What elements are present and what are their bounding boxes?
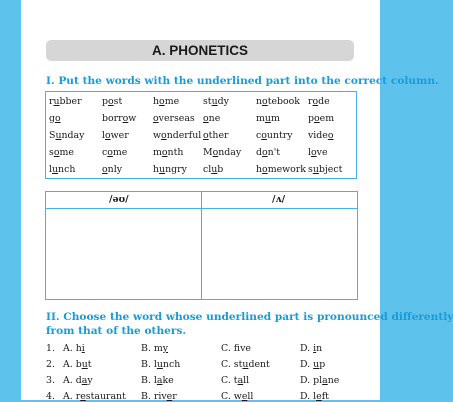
question-number: 4.: [46, 391, 55, 402]
option-prefix: A. r: [63, 391, 81, 402]
word-bank: [45, 91, 357, 179]
answer-option[interactable]: [141, 359, 180, 370]
option-underlined-letter: a: [237, 375, 244, 386]
word-underlined-letter: o: [105, 130, 111, 141]
option-suffix: ke: [162, 375, 174, 386]
answer-option[interactable]: [300, 391, 329, 402]
option-suffix: ne: [327, 375, 340, 386]
word-prefix: r: [308, 96, 313, 107]
word-underlined-letter: o: [262, 96, 268, 107]
word-bank-word: [102, 130, 129, 141]
word-underlined-letter: o: [262, 147, 268, 158]
word-underlined-letter: o: [311, 147, 317, 158]
part2-instruction-line1: II. Choose the word whose underlined part is pronounced differently: [46, 311, 453, 323]
word-underlined-letter: o: [122, 113, 129, 124]
word-suffix: tebook: [267, 96, 300, 107]
word-bank-word: [49, 96, 82, 107]
column-divider: [201, 192, 202, 299]
answer-option[interactable]: [221, 391, 253, 402]
word-bank-word: [203, 164, 223, 175]
word-underlined-letter: u: [312, 164, 319, 175]
answer-option[interactable]: [63, 375, 93, 386]
word-suffix: ve: [316, 147, 328, 158]
answer-option[interactable]: [63, 391, 126, 402]
word-bank-word: [203, 113, 220, 124]
word-prefix: l: [308, 147, 311, 158]
option-suffix: ve: [240, 343, 251, 354]
word-underlined-letter: o: [203, 113, 209, 124]
word-underlined-letter: o: [161, 130, 167, 141]
word-prefix: g: [49, 113, 56, 124]
word-suffix: m: [270, 113, 280, 124]
answer-option[interactable]: [141, 375, 174, 386]
word-prefix: s: [49, 147, 54, 158]
word-underlined-letter: o: [312, 96, 319, 107]
word-prefix: h: [153, 96, 160, 107]
word-suffix: verseas: [158, 113, 195, 124]
word-underlined-letter: o: [159, 96, 165, 107]
answer-option[interactable]: [221, 359, 270, 370]
option-prefix: C. st: [221, 359, 243, 370]
answer-option[interactable]: [300, 359, 325, 370]
word-bank-word: [153, 147, 183, 158]
word-underlined-letter: o: [212, 147, 219, 158]
word-suffix: st: [113, 96, 123, 107]
word-prefix: borr: [102, 113, 123, 124]
word-suffix: untry: [266, 130, 293, 141]
word-underlined-letter: o: [262, 164, 268, 175]
word-underlined-letter: u: [264, 113, 271, 124]
word-prefix: c: [256, 130, 262, 141]
word-prefix: st: [203, 96, 212, 107]
word-prefix: M: [203, 147, 213, 158]
word-prefix: h: [153, 164, 160, 175]
option-underlined-letter: i: [81, 343, 85, 354]
word-prefix: vide: [308, 130, 328, 141]
word-suffix: nday: [218, 147, 242, 158]
word-underlined-letter: o: [102, 164, 108, 175]
word-bank-word: [102, 113, 136, 124]
word-prefix: l: [49, 164, 52, 175]
word-bank-word: [203, 130, 229, 141]
answer-option[interactable]: [221, 343, 251, 354]
option-prefix: B. riv: [141, 391, 167, 402]
word-underlined-letter: u: [211, 96, 218, 107]
option-prefix: A. h: [63, 343, 82, 354]
answer-option[interactable]: [141, 391, 177, 402]
option-prefix: A. b: [63, 359, 82, 370]
option-suffix: ll: [243, 375, 250, 386]
word-prefix: p: [102, 96, 109, 107]
word-underlined-letter: o: [53, 147, 60, 158]
option-underlined-letter: a: [156, 375, 163, 386]
word-underlined-letter: u: [211, 164, 218, 175]
word-bank-word: [203, 147, 241, 158]
sorting-table: [45, 191, 358, 300]
answer-option[interactable]: [63, 343, 85, 354]
option-prefix: B. m: [141, 343, 163, 354]
word-bank-word: [102, 164, 122, 175]
word-prefix: h: [256, 164, 263, 175]
question-number: 2.: [46, 359, 55, 370]
word-suffix: nch: [58, 164, 76, 175]
word-underlined-letter: o: [314, 113, 320, 124]
word-bank-word: [256, 164, 306, 175]
word-bank-word: [49, 130, 84, 141]
word-underlined-letter: u: [53, 96, 60, 107]
option-suffix: p: [319, 359, 326, 370]
word-suffix: nly: [107, 164, 122, 175]
word-prefix: w: [153, 130, 162, 141]
part1-instruction: I. Put the words with the underlined part into the correct column.: [46, 75, 439, 87]
word-bank-word: [308, 96, 330, 107]
answer-option[interactable]: [221, 375, 249, 386]
option-underlined-letter: u: [81, 359, 88, 370]
column-header-uh: /ʌ/: [272, 194, 286, 205]
option-underlined-letter: y: [162, 343, 169, 354]
word-bank-word: [153, 113, 195, 124]
option-prefix: C. t: [221, 375, 238, 386]
word-prefix: r: [49, 96, 54, 107]
question-number: 1.: [46, 343, 55, 354]
answer-option[interactable]: [300, 375, 339, 386]
word-underlined-letter: o: [203, 130, 209, 141]
option-suffix: ft: [321, 391, 329, 402]
option-suffix: ll: [247, 391, 254, 402]
word-bank-word: [256, 96, 300, 107]
option-underlined-letter: e: [241, 391, 248, 402]
word-suffix: wer: [110, 130, 129, 141]
option-prefix: D. pl: [300, 375, 323, 386]
option-prefix: D.: [300, 359, 314, 370]
word-bank-word: [102, 147, 127, 158]
option-prefix: C. f: [221, 343, 241, 354]
word-bank-word: [203, 96, 229, 107]
word-underlined-letter: u: [159, 164, 166, 175]
word-prefix: p: [308, 113, 315, 124]
word-suffix: nday: [61, 130, 85, 141]
word-prefix: n: [256, 96, 263, 107]
word-prefix: cl: [203, 164, 212, 175]
section-title: A. PHONETICS: [46, 40, 354, 61]
word-bank-word: [153, 164, 187, 175]
option-underlined-letter: e: [166, 391, 173, 402]
word-prefix: m: [256, 113, 265, 124]
word-suffix: ne: [208, 113, 221, 124]
option-prefix: D. l: [300, 391, 317, 402]
option-suffix: n: [316, 343, 323, 354]
word-suffix: me: [59, 147, 74, 158]
word-underlined-letter: o: [161, 147, 168, 158]
option-suffix: nch: [162, 359, 181, 370]
option-suffix: dent: [248, 359, 270, 370]
word-bank-word: [256, 147, 280, 158]
word-suffix: w: [128, 113, 137, 124]
word-suffix: bject: [318, 164, 343, 175]
word-prefix: S: [49, 130, 56, 141]
answer-option[interactable]: [141, 343, 168, 354]
word-prefix: s: [308, 164, 313, 175]
word-suffix: nderful: [166, 130, 202, 141]
option-suffix: r: [172, 391, 177, 402]
word-bank-word: [153, 130, 201, 141]
option-suffix: y: [87, 375, 93, 386]
option-underlined-letter: a: [81, 375, 88, 386]
word-underlined-letter: u: [55, 130, 62, 141]
option-prefix: B. l: [141, 375, 157, 386]
word-suffix: mework: [267, 164, 306, 175]
word-prefix: d: [256, 147, 263, 158]
question-number: 3.: [46, 375, 55, 386]
word-prefix: m: [153, 147, 162, 158]
word-suffix: me: [164, 96, 180, 107]
word-suffix: ngry: [165, 164, 187, 175]
word-bank-word: [256, 113, 280, 124]
option-underlined-letter: u: [242, 359, 249, 370]
option-underlined-letter: u: [313, 359, 320, 370]
option-underlined-letter: i: [313, 343, 317, 354]
option-underlined-letter: e: [80, 391, 86, 402]
option-suffix: t: [87, 359, 92, 370]
word-prefix: c: [102, 147, 108, 158]
word-underlined-letter: o: [261, 130, 267, 141]
word-underlined-letter: o: [55, 113, 61, 124]
word-underlined-letter: o: [327, 130, 334, 141]
worksheet-page: [21, 0, 453, 402]
word-bank-word: [308, 113, 334, 124]
word-bank-word: [308, 147, 328, 158]
answer-option[interactable]: [63, 359, 92, 370]
word-bank-word: [153, 96, 179, 107]
part2-instruction-line2: from that of the others.: [46, 325, 187, 337]
option-underlined-letter: e: [316, 391, 322, 402]
word-suffix: me: [112, 147, 128, 158]
option-underlined-letter: u: [156, 359, 163, 370]
word-bank-word: [256, 130, 293, 141]
option-prefix: B. l: [141, 359, 157, 370]
word-bank-word: [49, 113, 61, 124]
word-bank-word: [308, 164, 342, 175]
answer-option[interactable]: [300, 343, 322, 354]
word-suffix: em: [319, 113, 335, 124]
word-bank-word: [308, 130, 334, 141]
word-suffix: bber: [59, 96, 82, 107]
word-suffix: dy: [217, 96, 229, 107]
word-bank-word: [102, 96, 122, 107]
option-prefix: A. d: [63, 375, 82, 386]
word-bank-word: [49, 147, 74, 158]
word-bank-word: [49, 164, 75, 175]
word-underlined-letter: o: [107, 147, 113, 158]
word-suffix: nth: [167, 147, 184, 158]
column-header-ou: /əʊ/: [109, 194, 129, 205]
word-suffix: ther: [208, 130, 229, 141]
option-prefix: C. w: [221, 391, 242, 402]
option-suffix: staurant: [85, 391, 126, 402]
word-underlined-letter: u: [52, 164, 59, 175]
word-underlined-letter: o: [108, 96, 114, 107]
option-underlined-letter: a: [322, 375, 328, 386]
word-prefix: l: [102, 130, 105, 141]
word-suffix: b: [217, 164, 224, 175]
word-suffix: n't: [267, 147, 281, 158]
word-underlined-letter: o: [153, 113, 159, 124]
option-prefix: D.: [300, 343, 314, 354]
word-suffix: de: [318, 96, 330, 107]
